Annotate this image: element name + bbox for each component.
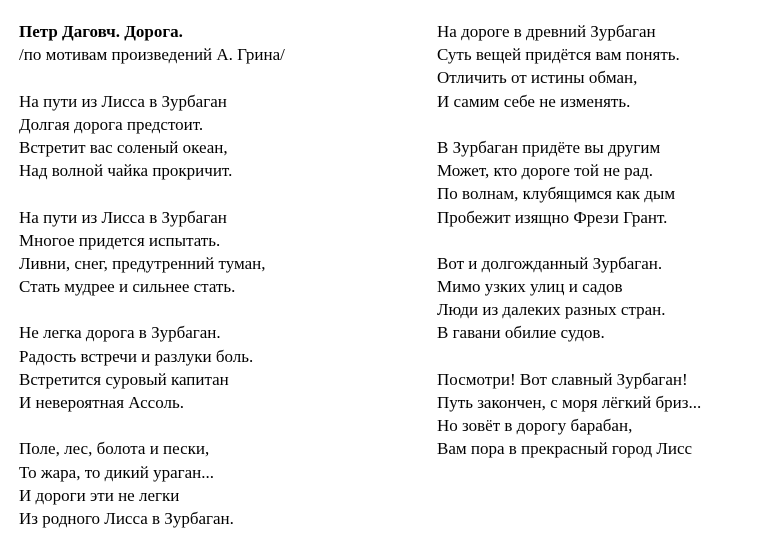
poem-line: Ливни, снег, предутренний туман, (19, 253, 266, 273)
stanza-7 (437, 252, 701, 345)
poem-line: Не легка дорога в Зурбаган. (19, 323, 221, 343)
poem-line: Поле, лес, болота и пески, (19, 439, 210, 459)
stanza-4 (19, 437, 285, 530)
poem-line: Люди из далеких разных стран. (437, 300, 666, 320)
poem-right-column (437, 20, 701, 461)
poem-line: Вам пора в прекрасный город Лисс (437, 439, 693, 459)
poem-line: Отличить от истины обман, (437, 68, 638, 88)
stanza-gap (19, 414, 285, 437)
stanza-gap (437, 229, 701, 252)
poem-line: Путь закончен, с моря лёгкий бриз... (437, 393, 702, 412)
poem-line: На пути из Лисса в Зурбаган (19, 207, 227, 227)
poem-line: Посмотри! Вот славный Зурбаган! (437, 369, 688, 389)
poem-line: На пути из Лисса в Зурбаган (19, 91, 227, 111)
poem-line: Пробежит изящно Фрези Грант. (437, 207, 668, 227)
poem-line: И самим себе не изменять. (437, 91, 631, 111)
poem-line: И дороги эти не легки (19, 485, 180, 505)
stanza-6 (437, 136, 701, 229)
poem-line: Из родного Лисса в Зурбаган. (19, 508, 234, 528)
poem-title: Петр Даговч. Дорога. (19, 22, 183, 41)
poem-line: На дороге в древний Зурбаган (437, 22, 656, 41)
stanza-gap (437, 345, 701, 368)
stanza-2 (19, 206, 285, 299)
stanza-5 (437, 20, 701, 113)
poem-line: Долгая дорога предстоит. (19, 114, 204, 134)
poem-line: Над волной чайка прокричит. (19, 161, 233, 181)
poem-line: Вот и долгожданный Зурбаган. (437, 253, 663, 273)
poem-line: Может, кто дороге той не рад. (437, 161, 654, 181)
poem-line: Встретит вас соленый океан, (19, 137, 228, 157)
stanza-1 (19, 90, 285, 183)
poem-subtitle: /по мотивам произведений А. Грина/ (19, 45, 285, 65)
stanza-gap (19, 298, 285, 321)
poem-line: Встретится суровый капитан (19, 369, 229, 389)
poem-line: Суть вещей придётся вам понять. (437, 45, 680, 65)
poem-left-column (19, 20, 285, 530)
stanza-gap (437, 113, 701, 136)
poem-line: Мимо узких улиц и садов (437, 277, 623, 297)
stanza-3 (19, 321, 285, 414)
poem-line: Стать мудрее и сильнее стать. (19, 277, 236, 297)
poem-line: По волнам, клубящимся как дым (437, 184, 676, 204)
poem-line: Многое придется испытать. (19, 230, 221, 250)
stanza-gap (19, 182, 285, 205)
poem-line: То жара, то дикий ураган... (19, 462, 215, 482)
poem-line: Но зовёт в дорогу барабан, (437, 416, 633, 436)
poem-line: Радость встречи и разлуки боль. (19, 346, 254, 366)
poem-line: В гавани обилие судов. (437, 323, 605, 343)
stanza-gap (19, 66, 285, 89)
poem-line: В Зурбаган придёте вы другим (437, 137, 661, 157)
stanza-8 (437, 368, 701, 461)
poem-line: И невероятная Ассоль. (19, 393, 184, 412)
